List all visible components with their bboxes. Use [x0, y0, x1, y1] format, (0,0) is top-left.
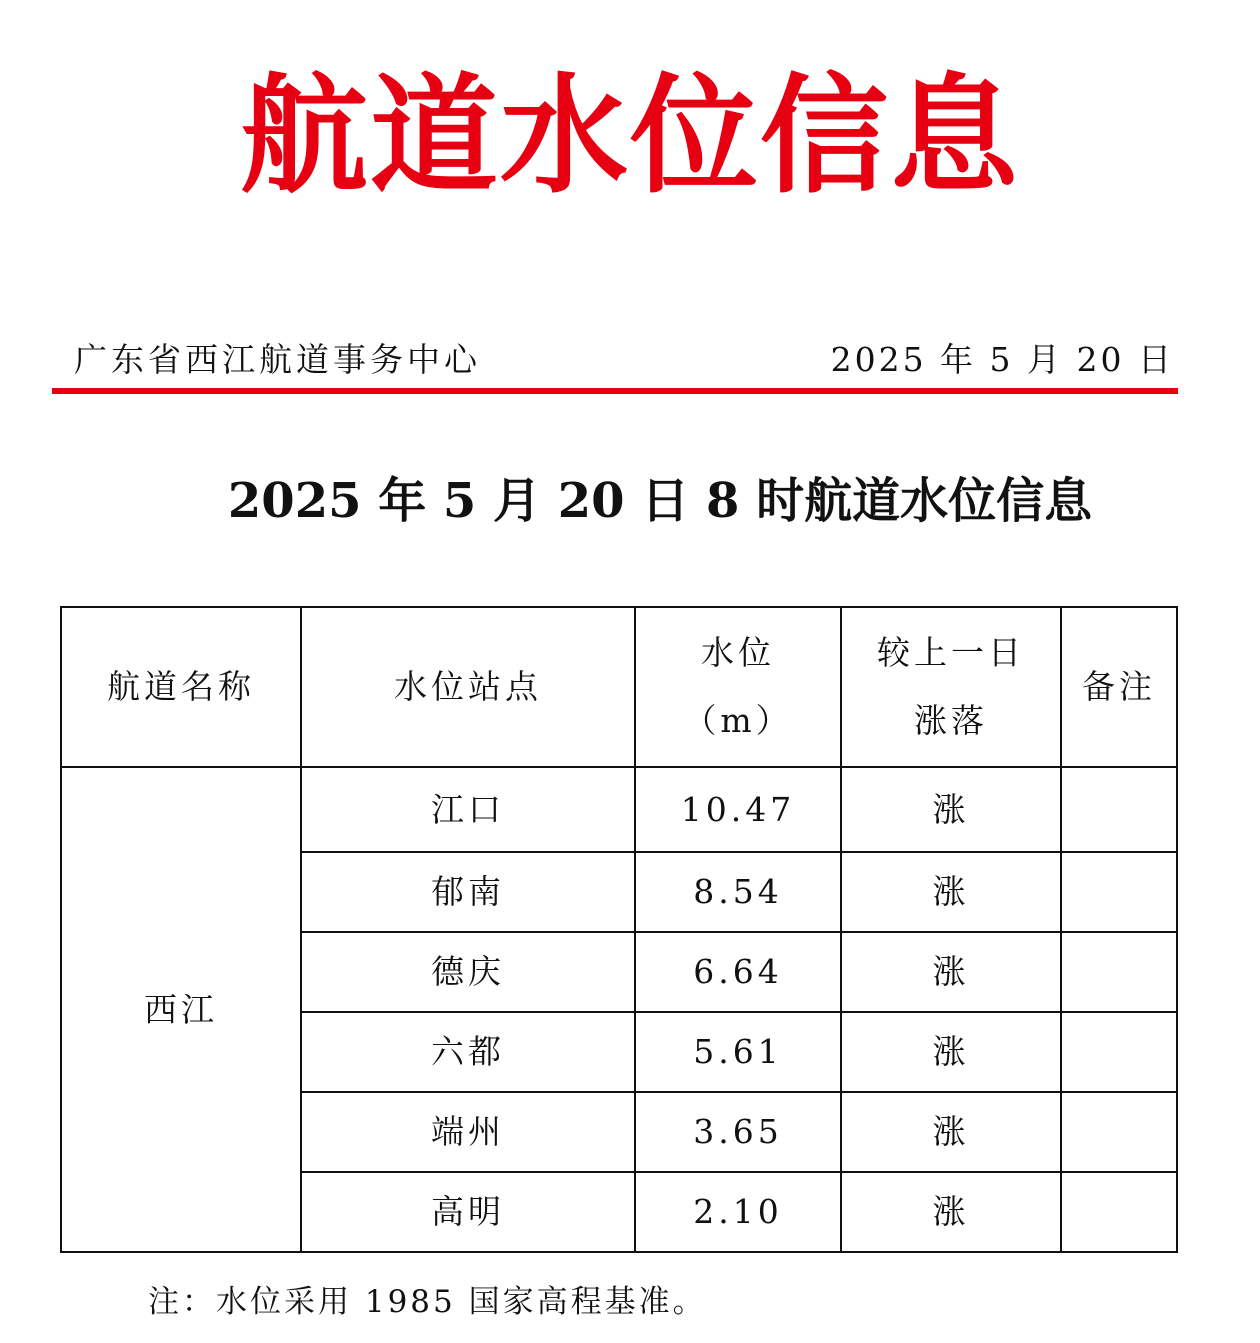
- water-level-cell: 10.47: [635, 767, 841, 852]
- water-level-cell: 6.64: [635, 932, 841, 1012]
- station-cell: 六都: [301, 1012, 635, 1092]
- water-level-cell: 2.10: [635, 1172, 841, 1252]
- issue-date: 2025 年 5 月 20 日: [830, 340, 1174, 379]
- channel-name-cell: 西江: [61, 767, 301, 1252]
- header-station: 水位站点: [301, 607, 635, 767]
- table-header-row: [61, 607, 1177, 767]
- header-water-level-label: 水位: [701, 633, 775, 672]
- remarks-cell: [1061, 767, 1177, 852]
- red-divider: [52, 388, 1178, 394]
- station-cell: 德庆: [301, 932, 635, 1012]
- header-channel-name: 航道名称: [61, 607, 301, 767]
- header-water-level: [635, 607, 841, 767]
- table-row: [61, 767, 1177, 852]
- header-remarks: 备注: [1061, 607, 1177, 767]
- remarks-cell: [1061, 1172, 1177, 1252]
- station-cell: 高明: [301, 1172, 635, 1252]
- water-level-table: [60, 606, 1178, 1253]
- remarks-cell: [1061, 1092, 1177, 1172]
- document-title: 2025 年 5 月 20 日 8 时航道水位信息: [227, 473, 1093, 529]
- water-level-cell: 5.61: [635, 1012, 841, 1092]
- change-cell: 涨: [841, 767, 1061, 852]
- header-water-level-unit: （m）: [683, 701, 793, 740]
- header-daily-change-line1: 较上一日: [877, 633, 1025, 672]
- change-cell: 涨: [841, 852, 1061, 932]
- station-cell: 江口: [301, 767, 635, 852]
- remarks-cell: [1061, 852, 1177, 932]
- remarks-cell: [1061, 932, 1177, 1012]
- station-cell: 端州: [301, 1092, 635, 1172]
- change-cell: 涨: [841, 1012, 1061, 1092]
- station-cell: 郁南: [301, 852, 635, 932]
- remarks-cell: [1061, 1012, 1177, 1092]
- change-cell: 涨: [841, 1092, 1061, 1172]
- banner-title: 航道水位信息: [239, 62, 1020, 211]
- change-cell: 涨: [841, 932, 1061, 1012]
- water-level-cell: 8.54: [635, 852, 841, 932]
- change-cell: 涨: [841, 1172, 1061, 1252]
- water-level-cell: 3.65: [635, 1092, 841, 1172]
- header-daily-change: [841, 607, 1061, 767]
- header-daily-change-line2: 涨落: [914, 701, 988, 740]
- footnote: 注：水位采用 1985 国家高程基准。: [148, 1284, 707, 1320]
- issuer-name: 广东省西江航道事务中心: [74, 340, 481, 379]
